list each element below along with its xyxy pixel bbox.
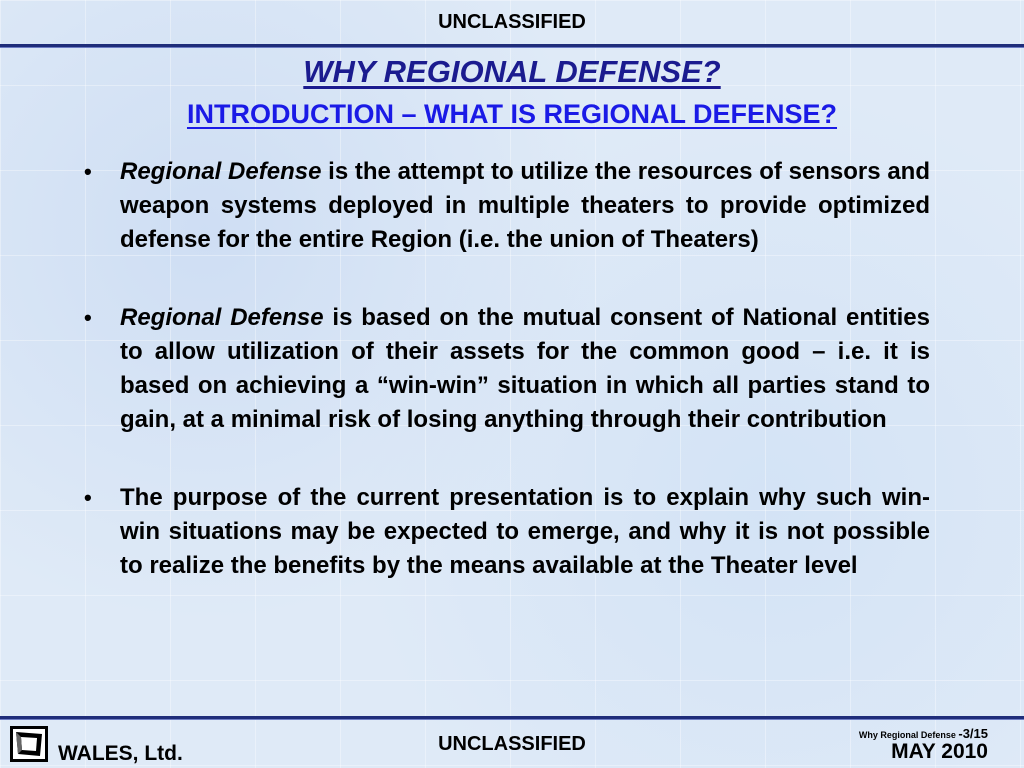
bullet-text: The purpose of the current presentation is to explain why such win-win situations may be expected to emerge, and why it is not possible to realize the benefits by the means available at the Theater level [120, 484, 930, 579]
bullet-list [84, 155, 930, 583]
top-divider [0, 44, 1024, 47]
slide-title-text: WHY REGIONAL DEFENSE? [303, 54, 721, 89]
bullet-item [84, 155, 930, 257]
bullet-marker: • [84, 305, 92, 330]
bullet-text: is the attempt to utilize the resources of sensors and weapon systems deployed in multiple theaters to provide optimized defense for the entire Region (i.e. the union of Theaters) [120, 158, 930, 253]
bullet-item [84, 301, 930, 437]
bottom-divider [0, 716, 1024, 719]
slide-subtitle [0, 99, 1024, 130]
bottom-classification: UNCLASSIFIED [438, 733, 586, 755]
top-classification: UNCLASSIFIED [438, 11, 586, 33]
slide-title [0, 54, 1024, 90]
company-name: WALES, Ltd. [58, 742, 183, 765]
bullet-lead: Regional Defense [120, 158, 322, 185]
slide-subtitle-text: INTRODUCTION – WHAT IS REGIONAL DEFENSE? [186, 99, 838, 129]
bullet-marker: • [84, 159, 92, 184]
slide-label: Why Regional Defense [858, 730, 959, 740]
bullet-lead: Regional Defense [120, 304, 324, 331]
bullet-item [84, 481, 930, 583]
bullet-marker: • [84, 485, 92, 510]
presentation-date: MAY 2010 [891, 740, 988, 763]
slide-number: -3/15 [958, 726, 988, 741]
bullet-text: is based on the mutual consent of National entities to allow utilization of their assets for the common good – i.e. it is based on achieving a “win-win” situation in which all parties stand to gain, at a minimal risk of losing anything through their contribution [120, 304, 930, 433]
